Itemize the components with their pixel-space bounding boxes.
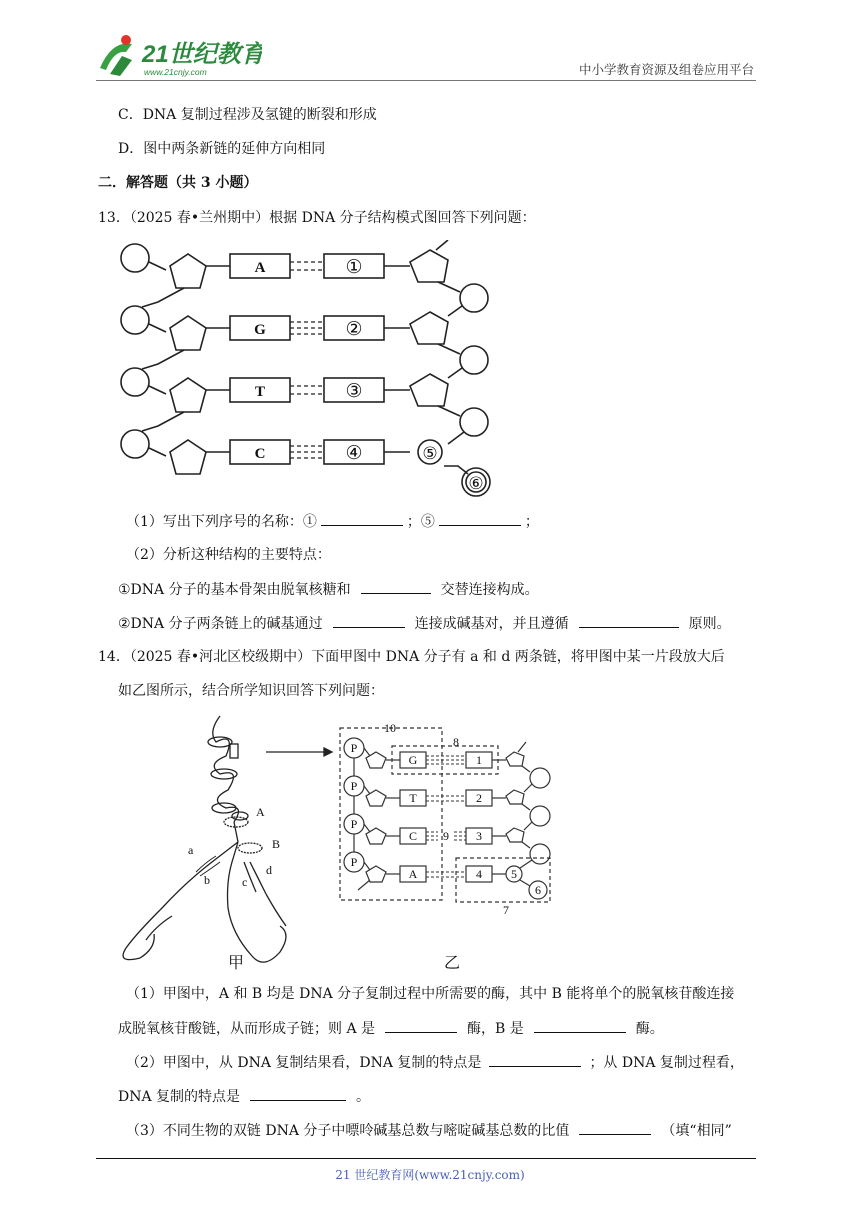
q14-part2-line1: （2）甲图中，从 DNA 复制结果看，DNA 复制的特点是 ；从 DNA 复制过程看， bbox=[126, 1052, 744, 1073]
q14-part1-line2: 成脱氧核苷酸链，从而形成子链；则 A 是 酶，B 是 酶。 bbox=[118, 1018, 664, 1039]
marker-3: ③ bbox=[345, 381, 363, 402]
num-7: 7 bbox=[503, 903, 509, 917]
phosphate-4: P bbox=[350, 855, 358, 869]
phosphate-2: P bbox=[350, 779, 358, 793]
marker-4: ④ bbox=[345, 443, 363, 464]
marker-5: ⑤ bbox=[422, 444, 438, 463]
q14-part3: （3）不同生物的双链 DNA 分子中嘌呤碱基总数与嘧啶碱基总数的比值 （填“相同” bbox=[126, 1120, 732, 1141]
num-2: 2 bbox=[476, 791, 482, 805]
site-logo bbox=[92, 30, 262, 80]
section-title: 二．解答题（共 3 小题） bbox=[98, 175, 258, 191]
num-9: 9 bbox=[443, 829, 449, 843]
svg-text:www.21cnjy.com: www.21cnjy.com bbox=[144, 67, 207, 77]
dna-replication-diagram bbox=[116, 712, 556, 976]
base-g: G bbox=[408, 753, 418, 767]
q13-part2-b: ②DNA 分子两条链上的碱基通过 连接成碱基对，并且遵循 原则。 bbox=[118, 613, 731, 634]
base-t: T bbox=[409, 791, 417, 805]
marker-2: ② bbox=[345, 319, 363, 340]
question-13: 13．（2025 春•兰州期中）根据 DNA 分子结构模式图回答下列问题： bbox=[98, 210, 536, 226]
label-b: b bbox=[204, 873, 210, 887]
num-8: 8 bbox=[453, 735, 459, 749]
q14-part2-line2: DNA 复制的特点是 。 bbox=[118, 1086, 370, 1107]
q14-part1-line1: （1）甲图中，A 和 B 均是 DNA 分子复制过程中所需要的酶，其中 B 能将单个的脱氧核苷酸连接 bbox=[126, 986, 735, 1002]
base-a: A bbox=[408, 867, 418, 881]
label-d: d bbox=[266, 863, 272, 877]
num-4: 4 bbox=[476, 867, 482, 881]
base-label-a: A bbox=[254, 260, 266, 276]
phosphate-3: P bbox=[350, 817, 358, 831]
footer-text: 21 世纪教育网(www.21cnjy.com) bbox=[335, 1168, 525, 1182]
phosphate-1: P bbox=[350, 741, 358, 755]
label-c: c bbox=[242, 875, 248, 889]
question-14-line1: 14．（2025 春•河北区校级期中）下面甲图中 DNA 分子有 a 和 d 两条链，将甲图中某一片段放大后 bbox=[98, 649, 725, 665]
num-5: 5 bbox=[511, 867, 517, 881]
base-label-t: T bbox=[254, 384, 266, 400]
num-3: 3 bbox=[476, 829, 482, 843]
q13-part1: （1）写出下列序号的名称：① ；⑤ ； bbox=[126, 511, 539, 532]
svg-text:21世纪教育: 21世纪教育 bbox=[142, 41, 262, 68]
figure-jia-label: 甲 bbox=[228, 955, 245, 972]
option-d: D．图中两条新链的延伸方向相同 bbox=[118, 141, 326, 157]
label-a: a bbox=[188, 843, 194, 857]
figure-yi-label: 乙 bbox=[444, 955, 461, 972]
num-6: 6 bbox=[535, 883, 541, 897]
label-B: B bbox=[272, 837, 281, 851]
marker-1: ① bbox=[345, 257, 363, 278]
q13-part2-a: ①DNA 分子的基本骨架由脱氧核糖和 交替连接构成。 bbox=[118, 579, 539, 600]
base-label-g: G bbox=[254, 322, 266, 338]
option-c: C．DNA 复制过程涉及氢键的断裂和形成 bbox=[118, 107, 377, 123]
marker-6: ⑥ bbox=[468, 474, 484, 493]
q13-part2: （2）分析这种结构的主要特点： bbox=[126, 547, 331, 563]
question-14-line2: 如乙图所示，结合所学知识回答下列问题： bbox=[118, 683, 384, 699]
footer-divider bbox=[96, 1158, 756, 1159]
dna-structure-diagram bbox=[118, 240, 518, 502]
base-label-c: C bbox=[254, 446, 266, 462]
num-1: 1 bbox=[476, 753, 482, 767]
header-divider bbox=[96, 80, 756, 81]
num-10: 10 bbox=[384, 721, 396, 735]
label-A: A bbox=[256, 805, 265, 819]
base-c: C bbox=[408, 829, 418, 843]
platform-name: 中小学教育资源及组卷应用平台 bbox=[578, 62, 754, 77]
